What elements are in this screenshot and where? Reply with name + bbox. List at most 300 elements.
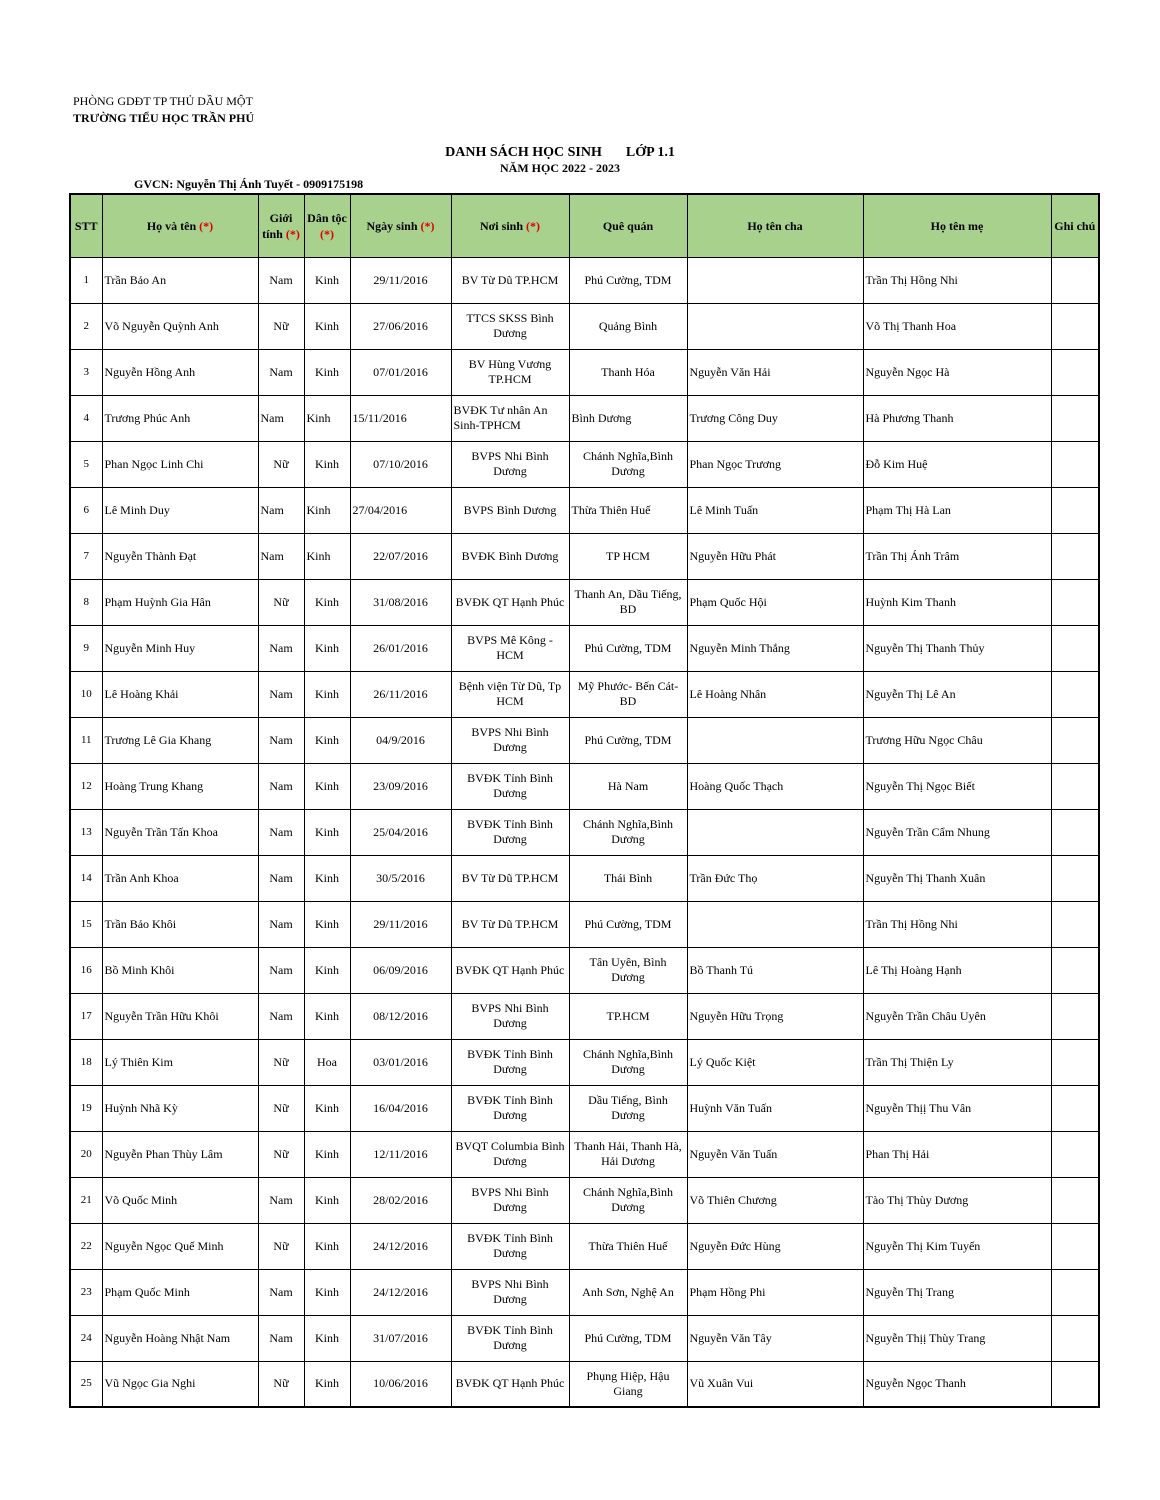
cell-dob: 27/04/2016 bbox=[350, 487, 451, 533]
cell-name: Nguyễn Minh Huy bbox=[102, 625, 258, 671]
school-name: TRƯỜNG TIỂU HỌC TRẦN PHÚ bbox=[73, 111, 255, 125]
table-row bbox=[70, 303, 1099, 349]
cell-birthplace: BVĐK Tỉnh Bình Dương bbox=[451, 763, 569, 809]
cell-hometown: Mỹ Phước- Bến Cát-BD bbox=[569, 671, 687, 717]
cell-note bbox=[1051, 625, 1099, 671]
cell-gender: Nam bbox=[258, 947, 304, 993]
cell-father: Nguyễn Hữu Phát bbox=[687, 533, 863, 579]
cell-father bbox=[687, 809, 863, 855]
cell-mother: Nguyễn Thị Kim Tuyến bbox=[863, 1223, 1051, 1269]
cell-stt: 21 bbox=[70, 1177, 102, 1223]
cell-name: Phạm Huỳnh Gia Hân bbox=[102, 579, 258, 625]
cell-hometown: Thái Bình bbox=[569, 855, 687, 901]
cell-note bbox=[1051, 257, 1099, 303]
cell-dob: 16/04/2016 bbox=[350, 1085, 451, 1131]
cell-birthplace: TTCS SKSS Bình Dương bbox=[451, 303, 569, 349]
cell-father: Nguyễn Đức Hùng bbox=[687, 1223, 863, 1269]
cell-birthplace: BVĐK Bình Dương bbox=[451, 533, 569, 579]
cell-gender: Nam bbox=[258, 533, 304, 579]
cell-hometown: Chánh Nghĩa,Bình Dương bbox=[569, 1177, 687, 1223]
cell-ethnicity: Kinh bbox=[304, 1131, 350, 1177]
table-row bbox=[70, 1039, 1099, 1085]
cell-dob: 30/5/2016 bbox=[350, 855, 451, 901]
cell-birthplace: BV Từ Dũ TP.HCM bbox=[451, 855, 569, 901]
cell-father: Nguyễn Văn Tây bbox=[687, 1315, 863, 1361]
cell-stt: 5 bbox=[70, 441, 102, 487]
cell-gender: Nam bbox=[258, 1269, 304, 1315]
cell-note bbox=[1051, 1085, 1099, 1131]
table-row bbox=[70, 257, 1099, 303]
table-row bbox=[70, 993, 1099, 1039]
cell-mother: Nguyễn Thị Ngọc Biết bbox=[863, 763, 1051, 809]
cell-name: Huỳnh Nhã Kỳ bbox=[102, 1085, 258, 1131]
col-header-name: Họ và tên (*) bbox=[102, 194, 258, 257]
cell-ethnicity: Kinh bbox=[304, 1223, 350, 1269]
cell-mother: Nguyễn Thị Lê An bbox=[863, 671, 1051, 717]
cell-hometown: Thanh Hóa bbox=[569, 349, 687, 395]
cell-mother: Đỗ Kim Huệ bbox=[863, 441, 1051, 487]
cell-stt: 2 bbox=[70, 303, 102, 349]
cell-note bbox=[1051, 395, 1099, 441]
cell-father: Vũ Xuân Vui bbox=[687, 1361, 863, 1407]
cell-birthplace: BVQT Columbia Bình Dương bbox=[451, 1131, 569, 1177]
cell-father bbox=[687, 901, 863, 947]
cell-dob: 04/9/2016 bbox=[350, 717, 451, 763]
cell-name: Nguyễn Phan Thùy Lâm bbox=[102, 1131, 258, 1177]
cell-hometown: Chánh Nghĩa,Bình Dương bbox=[569, 1039, 687, 1085]
cell-dob: 29/11/2016 bbox=[350, 257, 451, 303]
cell-dob: 06/09/2016 bbox=[350, 947, 451, 993]
cell-hometown: Phú Cường, TDM bbox=[569, 901, 687, 947]
cell-mother: Nguyễn Thị Thanh Xuân bbox=[863, 855, 1051, 901]
table-row bbox=[70, 717, 1099, 763]
cell-mother: Nguyễn Thị Thanh Thủy bbox=[863, 625, 1051, 671]
cell-name: Nguyễn Thành Đạt bbox=[102, 533, 258, 579]
cell-ethnicity: Kinh bbox=[304, 487, 350, 533]
cell-birthplace: Bệnh viện Từ Dũ, Tp HCM bbox=[451, 671, 569, 717]
cell-mother: Nguyễn Ngọc Thanh bbox=[863, 1361, 1051, 1407]
cell-name: Nguyễn Trần Tấn Khoa bbox=[102, 809, 258, 855]
cell-stt: 18 bbox=[70, 1039, 102, 1085]
table-row bbox=[70, 349, 1099, 395]
cell-stt: 20 bbox=[70, 1131, 102, 1177]
cell-ethnicity: Kinh bbox=[304, 993, 350, 1039]
cell-name: Võ Nguyễn Quỳnh Anh bbox=[102, 303, 258, 349]
cell-dob: 03/01/2016 bbox=[350, 1039, 451, 1085]
cell-note bbox=[1051, 1361, 1099, 1407]
cell-name: Trương Lê Gia Khang bbox=[102, 717, 258, 763]
cell-mother: Nguyễn Thịị Thu Vân bbox=[863, 1085, 1051, 1131]
cell-gender: Nam bbox=[258, 1177, 304, 1223]
cell-note bbox=[1051, 1177, 1099, 1223]
school-year: NĂM HỌC 2022 - 2023 bbox=[500, 161, 620, 175]
table-row bbox=[70, 855, 1099, 901]
table-row bbox=[70, 1361, 1099, 1407]
cell-note bbox=[1051, 1315, 1099, 1361]
cell-mother: Nguyễn Trần Cẩm Nhung bbox=[863, 809, 1051, 855]
cell-ethnicity: Hoa bbox=[304, 1039, 350, 1085]
cell-father bbox=[687, 303, 863, 349]
cell-note bbox=[1051, 1131, 1099, 1177]
cell-birthplace: BVPS Nhi Bình Dương bbox=[451, 717, 569, 763]
cell-stt: 6 bbox=[70, 487, 102, 533]
cell-name: Lê Hoàng Khải bbox=[102, 671, 258, 717]
table-row bbox=[70, 441, 1099, 487]
cell-name: Nguyễn Hồng Anh bbox=[102, 349, 258, 395]
cell-note bbox=[1051, 487, 1099, 533]
cell-dob: 28/02/2016 bbox=[350, 1177, 451, 1223]
cell-ethnicity: Kinh bbox=[304, 533, 350, 579]
cell-hometown: Hà Nam bbox=[569, 763, 687, 809]
table-row bbox=[70, 1131, 1099, 1177]
cell-hometown: Chánh Nghĩa,Bình Dương bbox=[569, 441, 687, 487]
cell-dob: 26/01/2016 bbox=[350, 625, 451, 671]
cell-note bbox=[1051, 947, 1099, 993]
cell-name: Nguyễn Trần Hữu Khôi bbox=[102, 993, 258, 1039]
cell-stt: 1 bbox=[70, 257, 102, 303]
cell-note bbox=[1051, 579, 1099, 625]
table-row bbox=[70, 1223, 1099, 1269]
table-row bbox=[70, 763, 1099, 809]
cell-ethnicity: Kinh bbox=[304, 257, 350, 303]
cell-stt: 13 bbox=[70, 809, 102, 855]
class-name: LỚP 1.1 bbox=[625, 145, 675, 160]
cell-name: Trần Bảo An bbox=[102, 257, 258, 303]
cell-ethnicity: Kinh bbox=[304, 1315, 350, 1361]
cell-ethnicity: Kinh bbox=[304, 717, 350, 763]
cell-stt: 24 bbox=[70, 1315, 102, 1361]
cell-note bbox=[1051, 1269, 1099, 1315]
cell-mother: Nguyễn Trần Châu Uyên bbox=[863, 993, 1051, 1039]
cell-hometown: Tân Uyên, Bình Dương bbox=[569, 947, 687, 993]
cell-dob: 24/12/2016 bbox=[350, 1269, 451, 1315]
cell-mother: Phạm Thị Hà Lan bbox=[863, 487, 1051, 533]
cell-hometown: Quảng Bình bbox=[569, 303, 687, 349]
cell-note bbox=[1051, 349, 1099, 395]
cell-hometown: Phú Cường, TDM bbox=[569, 717, 687, 763]
cell-gender: Nam bbox=[258, 257, 304, 303]
cell-birthplace: BVĐK Tư nhân An Sinh-TPHCM bbox=[451, 395, 569, 441]
cell-father: Trần Đức Thọ bbox=[687, 855, 863, 901]
cell-ethnicity: Kinh bbox=[304, 1361, 350, 1407]
col-header-dob: Ngày sinh (*) bbox=[350, 194, 451, 257]
cell-gender: Nữ bbox=[258, 579, 304, 625]
cell-ethnicity: Kinh bbox=[304, 947, 350, 993]
cell-name: Bồ Minh Khôi bbox=[102, 947, 258, 993]
cell-ethnicity: Kinh bbox=[304, 1177, 350, 1223]
cell-ethnicity: Kinh bbox=[304, 441, 350, 487]
cell-stt: 25 bbox=[70, 1361, 102, 1407]
cell-gender: Nam bbox=[258, 395, 304, 441]
col-header-father: Họ tên cha bbox=[687, 194, 863, 257]
cell-ethnicity: Kinh bbox=[304, 303, 350, 349]
cell-father: Phan Ngọc Trương bbox=[687, 441, 863, 487]
cell-stt: 22 bbox=[70, 1223, 102, 1269]
cell-birthplace: BV Từ Dũ TP.HCM bbox=[451, 257, 569, 303]
cell-gender: Nữ bbox=[258, 1361, 304, 1407]
cell-ethnicity: Kinh bbox=[304, 809, 350, 855]
table-row bbox=[70, 1085, 1099, 1131]
cell-ethnicity: Kinh bbox=[304, 763, 350, 809]
col-header-hometown: Quê quán bbox=[569, 194, 687, 257]
cell-birthplace: BV Hùng Vương TP.HCM bbox=[451, 349, 569, 395]
cell-ethnicity: Kinh bbox=[304, 855, 350, 901]
cell-gender: Nam bbox=[258, 901, 304, 947]
cell-hometown: Phú Cường, TDM bbox=[569, 1315, 687, 1361]
cell-father: Lê Hoàng Nhân bbox=[687, 671, 863, 717]
cell-gender: Nữ bbox=[258, 303, 304, 349]
cell-father: Huỳnh Văn Tuấn bbox=[687, 1085, 863, 1131]
table-row bbox=[70, 487, 1099, 533]
table-row bbox=[70, 1315, 1099, 1361]
cell-stt: 8 bbox=[70, 579, 102, 625]
cell-hometown: Anh Sơn, Nghệ An bbox=[569, 1269, 687, 1315]
cell-mother: Võ Thị Thanh Hoa bbox=[863, 303, 1051, 349]
cell-gender: Nữ bbox=[258, 1131, 304, 1177]
cell-father: Bồ Thanh Tú bbox=[687, 947, 863, 993]
cell-birthplace: BV Từ Dũ TP.HCM bbox=[451, 901, 569, 947]
cell-gender: Nam bbox=[258, 717, 304, 763]
cell-dob: 15/11/2016 bbox=[350, 395, 451, 441]
cell-note bbox=[1051, 441, 1099, 487]
col-header-birthplace: Nơi sinh (*) bbox=[451, 194, 569, 257]
cell-name: Vũ Ngọc Gia Nghi bbox=[102, 1361, 258, 1407]
cell-ethnicity: Kinh bbox=[304, 1085, 350, 1131]
cell-father: Nguyễn Minh Thắng bbox=[687, 625, 863, 671]
document-title bbox=[0, 145, 1120, 161]
cell-note bbox=[1051, 993, 1099, 1039]
cell-name: Trương Phúc Anh bbox=[102, 395, 258, 441]
cell-birthplace: BVĐK Tỉnh Bình Dương bbox=[451, 1039, 569, 1085]
cell-birthplace: BVĐK QT Hạnh Phúc bbox=[451, 1361, 569, 1407]
cell-gender: Nam bbox=[258, 671, 304, 717]
cell-name: Lê Minh Duy bbox=[102, 487, 258, 533]
cell-stt: 17 bbox=[70, 993, 102, 1039]
cell-dob: 23/09/2016 bbox=[350, 763, 451, 809]
table-row bbox=[70, 671, 1099, 717]
cell-dob: 31/08/2016 bbox=[350, 579, 451, 625]
student-table-body bbox=[70, 257, 1099, 1407]
cell-mother: Trần Thị Hồng Nhi bbox=[863, 257, 1051, 303]
cell-dob: 22/07/2016 bbox=[350, 533, 451, 579]
cell-gender: Nữ bbox=[258, 1085, 304, 1131]
required-mark: (*) bbox=[285, 226, 300, 241]
cell-father: Phạm Quốc Hội bbox=[687, 579, 863, 625]
cell-ethnicity: Kinh bbox=[304, 1269, 350, 1315]
cell-ethnicity: Kinh bbox=[304, 625, 350, 671]
cell-note bbox=[1051, 1039, 1099, 1085]
table-row bbox=[70, 533, 1099, 579]
cell-ethnicity: Kinh bbox=[304, 901, 350, 947]
cell-hometown: Dầu Tiếng, Bình Dương bbox=[569, 1085, 687, 1131]
cell-stt: 16 bbox=[70, 947, 102, 993]
cell-birthplace: BVĐK QT Hạnh Phúc bbox=[451, 579, 569, 625]
cell-father: Hoàng Quốc Thạch bbox=[687, 763, 863, 809]
cell-father: Phạm Hồng Phi bbox=[687, 1269, 863, 1315]
cell-hometown: Thanh An, Dầu Tiếng, BD bbox=[569, 579, 687, 625]
col-header-mother: Họ tên mẹ bbox=[863, 194, 1051, 257]
cell-gender: Nữ bbox=[258, 441, 304, 487]
cell-note bbox=[1051, 303, 1099, 349]
cell-gender: Nam bbox=[258, 855, 304, 901]
cell-gender: Nam bbox=[258, 1315, 304, 1361]
cell-mother: Huỳnh Kim Thanh bbox=[863, 579, 1051, 625]
cell-dob: 27/06/2016 bbox=[350, 303, 451, 349]
cell-name: Trần Bảo Khôi bbox=[102, 901, 258, 947]
table-row bbox=[70, 625, 1099, 671]
cell-hometown: Chánh Nghĩa,Bình Dương bbox=[569, 809, 687, 855]
cell-gender: Nam bbox=[258, 625, 304, 671]
cell-dob: 12/11/2016 bbox=[350, 1131, 451, 1177]
cell-birthplace: BVPS Nhi Bình Dương bbox=[451, 1269, 569, 1315]
required-mark: (*) bbox=[420, 218, 435, 233]
cell-name: Lý Thiên Kim bbox=[102, 1039, 258, 1085]
cell-mother: Trần Thị Hồng Nhi bbox=[863, 901, 1051, 947]
cell-mother: Phan Thị Hải bbox=[863, 1131, 1051, 1177]
cell-stt: 7 bbox=[70, 533, 102, 579]
cell-birthplace: BVPS Mê Kông - HCM bbox=[451, 625, 569, 671]
cell-dob: 24/12/2016 bbox=[350, 1223, 451, 1269]
cell-stt: 23 bbox=[70, 1269, 102, 1315]
cell-gender: Nam bbox=[258, 349, 304, 395]
cell-mother: Trương Hữu Ngọc Châu bbox=[863, 717, 1051, 763]
cell-father: Nguyễn Văn Hải bbox=[687, 349, 863, 395]
cell-note bbox=[1051, 717, 1099, 763]
cell-name: Trần Anh Khoa bbox=[102, 855, 258, 901]
cell-name: Nguyễn Ngọc Quế Minh bbox=[102, 1223, 258, 1269]
table-row bbox=[70, 1177, 1099, 1223]
cell-stt: 3 bbox=[70, 349, 102, 395]
cell-dob: 07/10/2016 bbox=[350, 441, 451, 487]
cell-gender: Nam bbox=[258, 487, 304, 533]
cell-father: Nguyễn Văn Tuấn bbox=[687, 1131, 863, 1177]
cell-birthplace: BVĐK Tỉnh Bình Dương bbox=[451, 1315, 569, 1361]
cell-stt: 10 bbox=[70, 671, 102, 717]
cell-hometown: Phú Cường, TDM bbox=[569, 625, 687, 671]
cell-hometown: Thừa Thiên Huế bbox=[569, 487, 687, 533]
table-row bbox=[70, 1269, 1099, 1315]
cell-father: Võ Thiên Chương bbox=[687, 1177, 863, 1223]
cell-birthplace: BVĐK Tỉnh Bình Dương bbox=[451, 1223, 569, 1269]
cell-mother: Tào Thị Thùy Dương bbox=[863, 1177, 1051, 1223]
cell-stt: 11 bbox=[70, 717, 102, 763]
cell-dob: 25/04/2016 bbox=[350, 809, 451, 855]
cell-dob: 29/11/2016 bbox=[350, 901, 451, 947]
table-row bbox=[70, 901, 1099, 947]
col-header-stt: STT bbox=[70, 194, 102, 257]
cell-hometown: Phú Cường, TDM bbox=[569, 257, 687, 303]
cell-ethnicity: Kinh bbox=[304, 395, 350, 441]
cell-dob: 31/07/2016 bbox=[350, 1315, 451, 1361]
cell-stt: 19 bbox=[70, 1085, 102, 1131]
cell-gender: Nữ bbox=[258, 1223, 304, 1269]
required-mark: (*) bbox=[526, 218, 540, 233]
cell-father: Lý Quốc Kiệt bbox=[687, 1039, 863, 1085]
cell-ethnicity: Kinh bbox=[304, 671, 350, 717]
cell-hometown: Thừa Thiên Huế bbox=[569, 1223, 687, 1269]
cell-birthplace: BVĐK QT Hạnh Phúc bbox=[451, 947, 569, 993]
table-row bbox=[70, 579, 1099, 625]
cell-mother: Nguyễn Ngọc Hà bbox=[863, 349, 1051, 395]
cell-name: Nguyễn Hoàng Nhật Nam bbox=[102, 1315, 258, 1361]
cell-dob: 08/12/2016 bbox=[350, 993, 451, 1039]
required-mark: (*) bbox=[320, 226, 334, 241]
cell-gender: Nam bbox=[258, 993, 304, 1039]
col-header-ethnicity: Dân tộc (*) bbox=[304, 194, 350, 257]
table-header-row bbox=[70, 194, 1099, 257]
cell-stt: 14 bbox=[70, 855, 102, 901]
cell-birthplace: BVPS Nhi Bình Dương bbox=[451, 993, 569, 1039]
cell-name: Phạm Quốc Minh bbox=[102, 1269, 258, 1315]
cell-stt: 9 bbox=[70, 625, 102, 671]
cell-dob: 26/11/2016 bbox=[350, 671, 451, 717]
student-table bbox=[69, 193, 1100, 1408]
cell-mother: Hà Phương Thanh bbox=[863, 395, 1051, 441]
cell-birthplace: BVPS Bình Dương bbox=[451, 487, 569, 533]
col-header-note: Ghi chú bbox=[1051, 194, 1099, 257]
cell-ethnicity: Kinh bbox=[304, 349, 350, 395]
cell-ethnicity: Kinh bbox=[304, 579, 350, 625]
cell-gender: Nam bbox=[258, 809, 304, 855]
cell-birthplace: BVPS Nhi Bình Dương bbox=[451, 1177, 569, 1223]
required-mark: (*) bbox=[199, 218, 214, 233]
cell-dob: 07/01/2016 bbox=[350, 349, 451, 395]
cell-stt: 12 bbox=[70, 763, 102, 809]
cell-gender: Nam bbox=[258, 763, 304, 809]
cell-note bbox=[1051, 763, 1099, 809]
cell-father bbox=[687, 257, 863, 303]
cell-name: Võ Quốc Minh bbox=[102, 1177, 258, 1223]
cell-mother: Trần Thị Thiện Ly bbox=[863, 1039, 1051, 1085]
homeroom-teacher: GVCN: Nguyễn Thị Ánh Tuyết - 0909175198 bbox=[134, 177, 364, 191]
cell-birthplace: BVPS Nhi Bình Dương bbox=[451, 441, 569, 487]
cell-father: Lê Minh Tuấn bbox=[687, 487, 863, 533]
cell-note bbox=[1051, 855, 1099, 901]
cell-stt: 4 bbox=[70, 395, 102, 441]
table-row bbox=[70, 809, 1099, 855]
cell-name: Phan Ngọc Linh Chi bbox=[102, 441, 258, 487]
cell-hometown: Phụng Hiệp, Hậu Giang bbox=[569, 1361, 687, 1407]
cell-hometown: Thanh Hải, Thanh Hà, Hải Dương bbox=[569, 1131, 687, 1177]
cell-mother: Nguyễn Thịị Thùy Trang bbox=[863, 1315, 1051, 1361]
table-row bbox=[70, 395, 1099, 441]
cell-gender: Nữ bbox=[258, 1039, 304, 1085]
cell-note bbox=[1051, 533, 1099, 579]
cell-birthplace: BVĐK Tỉnh Bình Dương bbox=[451, 1085, 569, 1131]
col-header-gender: Giới tính (*) bbox=[258, 194, 304, 257]
cell-name: Hoàng Trung Khang bbox=[102, 763, 258, 809]
cell-father: Trương Công Duy bbox=[687, 395, 863, 441]
department-name: PHÒNG GDĐT TP THỦ DẦU MỘT bbox=[73, 94, 253, 108]
cell-stt: 15 bbox=[70, 901, 102, 947]
cell-hometown: Bình Dương bbox=[569, 395, 687, 441]
cell-note bbox=[1051, 901, 1099, 947]
table-row bbox=[70, 947, 1099, 993]
cell-note bbox=[1051, 809, 1099, 855]
cell-hometown: TP.HCM bbox=[569, 993, 687, 1039]
cell-mother: Trần Thị Ánh Trâm bbox=[863, 533, 1051, 579]
cell-mother: Lê Thị Hoàng Hạnh bbox=[863, 947, 1051, 993]
title-main: DANH SÁCH HỌC SINH bbox=[445, 145, 602, 160]
cell-birthplace: BVĐK Tỉnh Bình Dương bbox=[451, 809, 569, 855]
cell-father: Nguyễn Hữu Trọng bbox=[687, 993, 863, 1039]
cell-mother: Nguyễn Thị Trang bbox=[863, 1269, 1051, 1315]
cell-hometown: TP HCM bbox=[569, 533, 687, 579]
cell-father bbox=[687, 717, 863, 763]
cell-note bbox=[1051, 1223, 1099, 1269]
cell-dob: 10/06/2016 bbox=[350, 1361, 451, 1407]
cell-note bbox=[1051, 671, 1099, 717]
